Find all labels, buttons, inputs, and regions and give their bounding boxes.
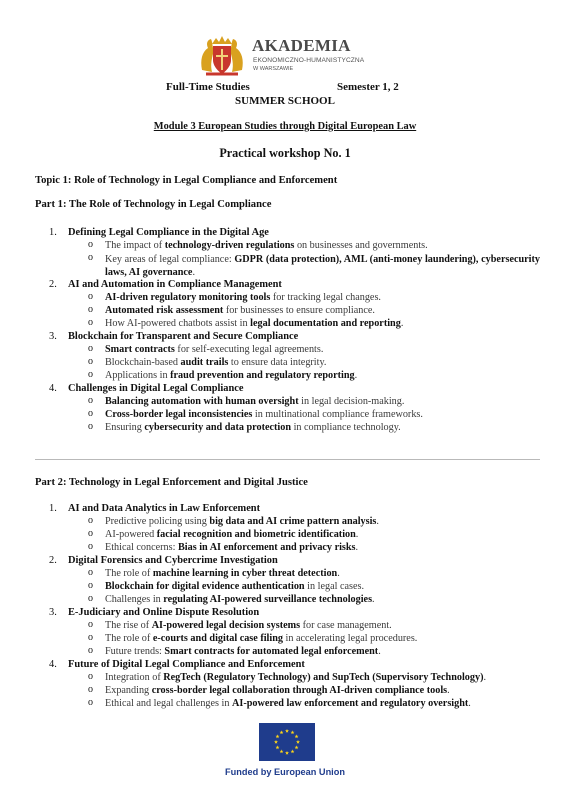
item-text: in legal cases. [304, 581, 365, 592]
item-text: Future trends: [105, 646, 165, 657]
emphasis-text: Balancing automation with human oversight [105, 396, 299, 407]
logo-city: W WARSZAWIE [253, 66, 294, 72]
item-text: Integration of [105, 672, 164, 683]
item-text: . [354, 370, 358, 381]
list-item [105, 646, 381, 657]
item-text: . [355, 542, 359, 553]
list-item [105, 568, 340, 579]
bullet-icon: o [88, 343, 93, 354]
item-text: Challenges in [105, 594, 164, 605]
item-text: . [483, 672, 487, 683]
list-item [105, 357, 326, 368]
logo-name: AKADEMIA [252, 36, 351, 55]
bullet-icon: o [88, 580, 93, 591]
emphasis-text: Smart contracts [105, 344, 175, 355]
emphasis-text: legal documentation and reporting [250, 318, 401, 329]
list-item [105, 529, 358, 540]
item-text: in compliance technology. [291, 422, 401, 433]
bullet-icon: o [88, 369, 93, 380]
list-item [105, 240, 428, 251]
item-text: . [355, 529, 359, 540]
bullet-icon: o [88, 291, 93, 302]
item-text: Ethical concerns: [105, 542, 178, 553]
section-heading: E-Judiciary and Online Dispute Resolution [68, 607, 260, 618]
item-text: . [337, 568, 340, 579]
item-text: AI-powered [105, 529, 157, 540]
item-text: . [468, 698, 471, 709]
section-divider [35, 459, 540, 460]
list-item [105, 422, 401, 433]
list-item [105, 370, 357, 381]
section-number: 2. [49, 279, 57, 290]
bullet-icon: o [88, 408, 93, 419]
item-text: Ensuring [105, 422, 145, 433]
section-number: 1. [49, 503, 57, 514]
emphasis-text: AI-powered law enforcement and regulatory oversight [232, 698, 469, 709]
item-text: for businesses to ensure compliance. [223, 305, 375, 316]
section-heading: AI and Data Analytics in Law Enforcement [68, 503, 261, 514]
section-number: 3. [49, 607, 57, 618]
emphasis-text: technology-driven regulations [164, 240, 295, 251]
emphasis-text: cross-border legal collaboration through AI-driven compliance tools [151, 685, 448, 696]
logo-subtitle: EKONOMICZNO-HUMANISTYCZNA [253, 57, 365, 64]
bullet-icon: o [88, 619, 93, 630]
list-item [105, 620, 392, 631]
item-text: Applications in [105, 370, 171, 381]
section-heading: Future of Digital Legal Compliance and Enforcement [68, 659, 305, 670]
list-item [105, 633, 417, 644]
item-text: Ethical and legal challenges in [105, 698, 233, 709]
item-text: for case management. [300, 620, 392, 631]
item-text: Expanding [105, 685, 152, 696]
list-item [105, 685, 450, 696]
emphasis-text: audit trails [180, 357, 229, 368]
item-text: . [378, 646, 381, 657]
list-item [105, 542, 358, 553]
bullet-icon: o [88, 395, 93, 406]
emphasis-text: e-courts and digital case filing [152, 633, 283, 644]
emphasis-text: Bias in AI enforcement and privacy risks [177, 542, 356, 553]
list-item [105, 396, 404, 407]
list-item [105, 698, 471, 709]
section-number: 1. [49, 227, 57, 238]
emphasis-text: regulating AI-powered surveillance technologies [163, 594, 373, 605]
emphasis-text: Blockchain for digital evidence authentication [105, 581, 305, 592]
item-text: . [372, 594, 375, 605]
list-item [105, 253, 540, 280]
section-number: 4. [49, 659, 57, 670]
bullet-icon: o [88, 515, 93, 526]
item-text: in accelerating legal procedures. [282, 633, 418, 644]
bullet-icon: o [88, 304, 93, 315]
emphasis-text: GDPR (data protection), AML (anti-money laundering), cybersecurity laws, AI governance [105, 254, 540, 279]
bullet-icon: o [88, 632, 93, 643]
item-text: Blockchain-based [105, 357, 181, 368]
emphasis-text: RegTech (Regulatory Technology) and SupTech (Supervisory Technology) [163, 672, 484, 683]
school-name: SUMMER SCHOOL [235, 95, 335, 107]
eu-flag-icon [259, 723, 315, 761]
bullet-icon: o [88, 252, 93, 263]
topic-title: Topic 1: Role of Technology in Legal Compliance and Enforcement [35, 175, 338, 186]
item-text: Predictive policing using [105, 516, 210, 527]
section-heading: Challenges in Digital Legal Compliance [68, 383, 244, 394]
crest-icon [196, 30, 248, 78]
item-text: . [400, 318, 404, 329]
item-text: . [192, 267, 195, 279]
akademia-logo [196, 30, 386, 80]
emphasis-text: cybersecurity and data protection [144, 422, 292, 433]
item-text: How AI-powered chatbots assist in [105, 318, 251, 329]
section-heading: Blockchain for Transparent and Secure Compliance [68, 331, 299, 342]
emphasis-text: Automated risk assessment [105, 305, 224, 316]
bullet-icon: o [88, 356, 93, 367]
bullet-icon: o [88, 645, 93, 656]
item-text: The impact of [105, 240, 165, 251]
list-item [105, 292, 381, 303]
emphasis-text: big data and AI crime pattern analysis [209, 516, 377, 527]
emphasis-text: machine learning in cyber threat detection [152, 568, 338, 579]
section-heading: AI and Automation in Compliance Management [68, 279, 282, 290]
list-item [105, 318, 403, 329]
list-item [105, 594, 375, 605]
study-mode: Full-Time Studies [166, 81, 250, 93]
section-number: 3. [49, 331, 57, 342]
emphasis-text: Cross-border legal inconsistencies [105, 409, 253, 420]
item-text: for tracking legal changes. [270, 292, 381, 303]
bullet-icon: o [88, 317, 93, 328]
emphasis-text: Smart contracts for automated legal enforcement [164, 646, 379, 657]
list-item [105, 305, 375, 316]
funding-notice: Funded by European Union [225, 767, 345, 777]
list-item [105, 409, 423, 420]
item-text: to ensure data integrity. [228, 357, 327, 368]
semester: Semester 1, 2 [337, 81, 399, 93]
item-text: Key areas of legal compliance: [105, 254, 235, 265]
item-text: The rise of [105, 620, 152, 631]
emphasis-text: AI-driven regulatory monitoring tools [105, 292, 271, 303]
item-text: The role of [105, 568, 153, 579]
item-text: The role of [105, 633, 153, 644]
item-text: . [447, 685, 450, 696]
section-number: 4. [49, 383, 57, 394]
part-title: Part 2: Technology in Legal Enforcement and Digital Justice [35, 477, 308, 488]
section-heading: Defining Legal Compliance in the Digital Age [68, 227, 269, 238]
list-item [105, 516, 379, 527]
list-item [105, 581, 364, 592]
bullet-icon: o [88, 684, 93, 695]
item-text: on businesses and governments. [294, 240, 428, 251]
bullet-icon: o [88, 541, 93, 552]
item-text: for self-executing legal agreements. [174, 344, 324, 355]
emphasis-text: AI-powered legal decision systems [151, 620, 301, 631]
bullet-icon: o [88, 421, 93, 432]
item-text: in legal decision-making. [298, 396, 405, 407]
bullet-icon: o [88, 528, 93, 539]
bullet-icon: o [88, 567, 93, 578]
list-item [105, 344, 323, 355]
emphasis-text: fraud prevention and regulatory reporting [170, 370, 355, 381]
bullet-icon: o [88, 239, 93, 250]
section-number: 2. [49, 555, 57, 566]
list-item [105, 672, 486, 683]
emphasis-text: facial recognition and biometric identification [156, 529, 356, 540]
workshop-title: Practical workshop No. 1 [219, 146, 351, 160]
part-title: Part 1: The Role of Technology in Legal Compliance [35, 199, 272, 210]
bullet-icon: o [88, 671, 93, 682]
item-text: . [376, 516, 379, 527]
item-text: in multinational compliance frameworks. [252, 409, 423, 420]
bullet-icon: o [88, 593, 93, 604]
bullet-icon: o [88, 697, 93, 708]
module-title: Module 3 European Studies through Digital European Law [153, 121, 417, 132]
section-heading: Digital Forensics and Cybercrime Investigation [68, 555, 278, 566]
